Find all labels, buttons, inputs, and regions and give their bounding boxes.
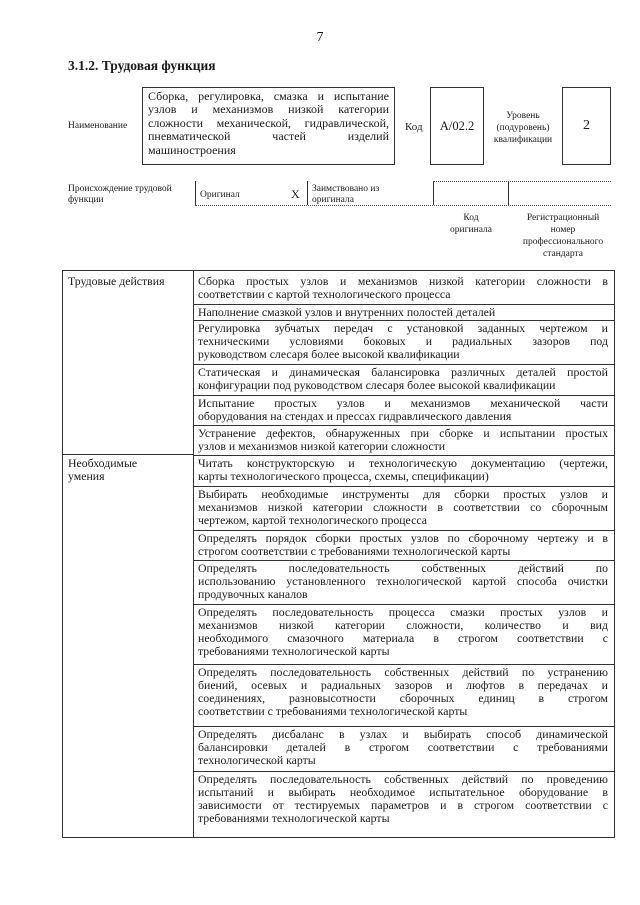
list-item-line: Определять последовательность процесса смазки простых узлов и — [198, 605, 608, 619]
list-item-line: оборудования на стендах и прессах гидравлического давления — [198, 409, 512, 424]
borrowed-label — [312, 184, 379, 206]
skills-label — [68, 457, 137, 483]
original-code-label — [436, 212, 506, 236]
origin-dotted-line — [195, 205, 611, 206]
table-right-border — [614, 270, 615, 838]
list-item — [198, 397, 608, 423]
origin-label — [68, 184, 172, 206]
function-name-line: пневматической частей изделий — [148, 129, 389, 144]
list-item — [198, 457, 608, 483]
list-item-line: строгом соответствии с требованиями технологической карты — [198, 544, 511, 559]
list-item-line: биений, осевых и радиальных зазоров и люфтов в передачах и — [198, 678, 608, 693]
list-item-line: Читать конструкторскую и технологическую документацию (чертежи, — [198, 456, 608, 470]
list-item — [198, 488, 608, 527]
list-item-line: Определять последовательность собственных действий по — [198, 561, 608, 575]
list-item-line: Наполнение смазкой узлов и внутренних полостей деталей — [198, 305, 496, 319]
table-left-border — [62, 270, 63, 838]
function-name-line: сложности механической, гидравлической, — [148, 115, 389, 130]
list-item — [198, 275, 608, 301]
function-name-box — [142, 87, 395, 165]
list-item-line: технологической карты — [198, 753, 316, 768]
borrowed-label-line: Заимствовано из — [312, 184, 380, 194]
list-item — [198, 427, 608, 453]
origin-divider — [307, 181, 308, 205]
original-mark: X — [291, 187, 300, 201]
original-code-label-line: Код — [463, 213, 479, 223]
origin-dotted-line — [433, 181, 611, 182]
list-item — [198, 773, 608, 825]
list-item-line: техническими условиями боковых и радиальных зазоров под — [198, 334, 608, 349]
origin-label-line: Происхождение трудовой — [68, 184, 172, 194]
reg-number-label-line: стандарта — [543, 249, 583, 259]
list-item-line: требованиями технологической карты — [198, 811, 390, 826]
function-name-line: Сборка, регулировка, смазка и испытание — [148, 89, 389, 103]
origin-divider — [195, 181, 196, 205]
list-item-line: механизмов низкой категории сложности, количество и вид — [198, 618, 608, 633]
labor-actions-label: Трудовые действия — [68, 274, 165, 288]
list-item — [198, 322, 608, 361]
list-item — [198, 666, 608, 718]
level-label-line: (подуровень) — [496, 123, 550, 133]
list-item-line: Выбирать необходимые инструменты для сборки простых узлов и — [198, 487, 608, 501]
level-value: 2 — [562, 87, 611, 165]
original-code-label-line: оригинала — [450, 225, 492, 235]
list-item-line: Устранение дефектов, обнаруженных при сборке и испытании простых — [198, 426, 608, 440]
origin-divider — [508, 181, 509, 205]
list-item-line: Определять дисбаланс в узлах и выбирать способ динамической — [198, 727, 608, 741]
list-item-line: необходимого смазочного материала в строгом соответствии с — [198, 631, 608, 646]
origin-divider — [433, 181, 434, 205]
list-item-line: испытаний и выбирать необходимое испытательное оборудование в — [198, 785, 608, 800]
list-item-line: Определять порядок сборки простых узлов по сборочному чертежу и в — [198, 531, 608, 545]
skills-label-line: умения — [68, 469, 105, 484]
table-top-border — [62, 270, 615, 271]
list-item-line: карты технологического процесса, схемы, спецификации) — [198, 469, 489, 484]
list-item-line: Сборка простых узлов и механизмов низкой категории сложности в — [198, 274, 608, 288]
reg-number-label-line: номер — [550, 225, 576, 235]
level-label — [488, 110, 558, 146]
skills-label-line: Необходимые — [68, 456, 138, 470]
origin-label-line: функции — [68, 195, 104, 205]
reg-number-label — [512, 212, 614, 260]
list-item-line: Определять последовательность собственных действий по устранению — [198, 665, 608, 679]
list-item-line: соединениях, разновысотности сборочных единиц в строгом — [198, 691, 608, 706]
level-label-line: Уровень — [506, 111, 540, 121]
list-item-line: Испытание простых узлов и механизмов механической части — [198, 396, 608, 410]
code-label: Код — [405, 121, 423, 133]
list-item-line: использованию установленного технологической картой способа очистки — [198, 574, 608, 589]
list-item — [198, 532, 608, 558]
list-item-line: конфигурации под руководством слесаря более высокой квалификации — [198, 378, 556, 393]
borrowed-label-line: оригинала — [312, 195, 354, 205]
page-number: 7 — [316, 30, 324, 45]
list-item — [198, 606, 608, 658]
list-item-line: соответствии с картой технологического процесса — [198, 287, 451, 302]
list-item-line: Регулировка зубчатых передач с установкой заданных чертежом и — [198, 321, 608, 335]
list-item-line: Определять последовательность собственных действий по проведению — [198, 772, 608, 786]
function-name-line: узлов и механизмов низкой категории — [148, 102, 389, 117]
table-bottom-border — [62, 837, 615, 838]
list-item-line: соответствии с требованиями технологической карты — [198, 704, 468, 719]
list-item-line: Статическая и динамическая балансировка различных деталей простой — [198, 365, 608, 379]
list-item-line: руководством слесаря более высокой квалификации — [198, 347, 460, 362]
list-item-line: чертежом, картой технологического процесса — [198, 513, 427, 528]
section-separator — [62, 454, 194, 455]
original-label: Оригинал — [200, 190, 240, 200]
function-name-line: машиностроения — [148, 142, 236, 157]
list-item-line: требованиями технологической карты — [198, 644, 390, 659]
list-item-line: узлов и механизмов низкой категории сложности — [198, 439, 446, 454]
list-item-line: механизмов низкой категории сложности в соответствии со сборочным — [198, 500, 608, 515]
list-item — [198, 366, 608, 392]
reg-number-label-line: профессионального — [522, 237, 604, 247]
list-item-line: продувочных каналов — [198, 587, 308, 602]
list-item — [198, 562, 608, 601]
code-value: A/02.2 — [430, 87, 484, 165]
name-label: Наименование — [68, 121, 128, 131]
level-label-line: квалификации — [493, 135, 553, 145]
section-title: 3.1.2. Трудовая функция — [68, 58, 216, 73]
list-item-line: балансировки деталей в строгом соответствии с требованиями — [198, 740, 608, 755]
list-item-line: зависимости от тестируемых параметров и в строгом соответствии с — [198, 798, 608, 813]
list-item — [198, 306, 608, 319]
table-column-divider — [193, 270, 194, 838]
reg-number-label-line: Регистрационный — [526, 213, 600, 223]
list-item — [198, 728, 608, 767]
